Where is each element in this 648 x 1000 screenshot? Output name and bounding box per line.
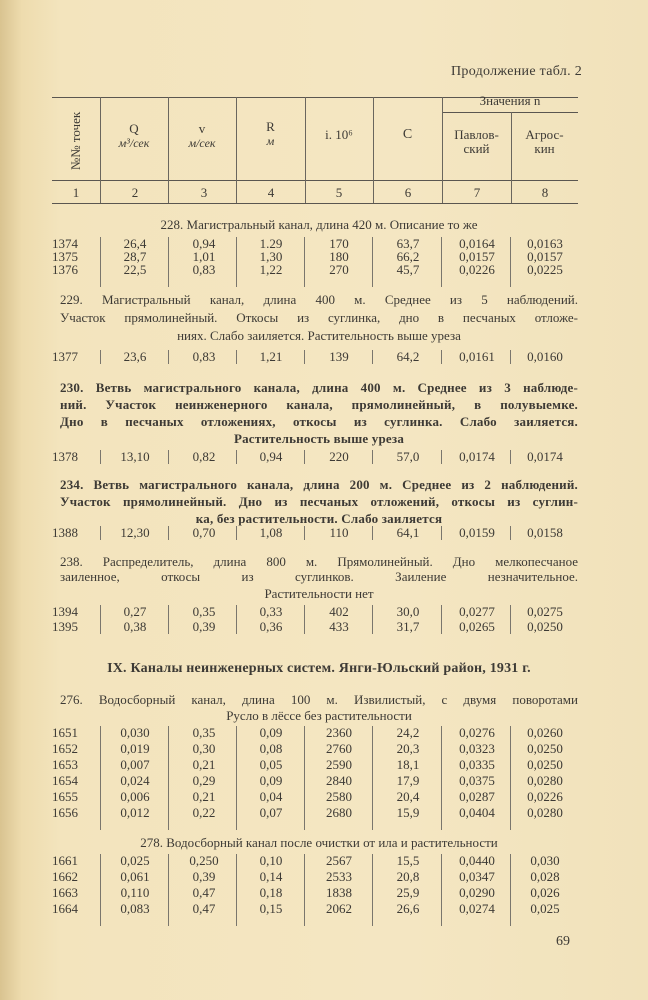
column-separator: [510, 350, 511, 364]
section-heading: IX. Каналы неинженерных систем. Янги-Юльский район, 1931 г.: [107, 661, 531, 676]
table-cell: 1651: [52, 725, 78, 740]
column-number: 7: [473, 185, 481, 200]
table-row: [52, 757, 578, 773]
table-cell: 2840: [326, 773, 352, 788]
table-cell: 0,0260: [527, 725, 563, 740]
table-cell: 1376: [52, 262, 78, 277]
table-cell: 1653: [52, 757, 78, 772]
table-cell: 0,083: [120, 901, 150, 916]
table-row: [52, 449, 578, 465]
table-cell: 0,21: [192, 757, 216, 772]
table-cell: 0,18: [259, 885, 283, 900]
column-separator: [100, 237, 101, 287]
table-cell: 0,30: [192, 741, 216, 756]
column-separator: [304, 854, 305, 926]
table-cell: 0,024: [120, 773, 150, 788]
column-separator: [441, 526, 442, 540]
table-cell: 20,3: [396, 741, 420, 756]
column-separator: [304, 726, 305, 830]
column-separator: [168, 605, 169, 634]
table-row: [52, 262, 578, 278]
table-cell: 0,29: [192, 773, 216, 788]
table-cell: 15,9: [396, 805, 420, 820]
table-cell: 0,006: [120, 789, 150, 804]
table-cell: 1378: [52, 449, 78, 464]
table-cell: 2580: [326, 789, 352, 804]
table-cell: 45,7: [396, 262, 420, 277]
table-cell: 1,22: [259, 262, 283, 277]
table-cell: 0,83: [192, 349, 216, 364]
block-description-line: Русло в лёссе без растительности: [226, 708, 412, 723]
table-cell: 1656: [52, 805, 78, 820]
table-cell: 0,0404: [459, 805, 495, 820]
column-separator: [441, 450, 442, 464]
table-cell: 0,0250: [527, 757, 563, 772]
header-q: [100, 122, 168, 150]
table-cell: 31,7: [396, 619, 420, 634]
block-description-line: Растительности нет: [264, 586, 374, 601]
table-row: [52, 773, 578, 789]
table-cell: 1,08: [259, 525, 283, 540]
table-row: [52, 741, 578, 757]
column-separator: [510, 605, 511, 634]
block-description-line: 276. Водосборный канал, длина 100 м. Извилистый, с двумя поворотами: [60, 692, 578, 707]
table-cell: 0,0164: [459, 236, 495, 251]
column-separator: [441, 726, 442, 830]
table-cell: 0,0335: [459, 757, 495, 772]
table-cell: 0,09: [259, 725, 283, 740]
block-description-line: 229. Магистральный канал, длина 400 м. Среднее из 5 наблюдений.: [60, 292, 578, 307]
table-cell: 22,5: [123, 262, 147, 277]
table-cell: 0,025: [120, 853, 150, 868]
column-separator: [372, 237, 373, 287]
table-cell: 0,07: [259, 805, 283, 820]
table-cell: 1664: [52, 901, 78, 916]
table-cell: 0,39: [192, 619, 216, 634]
table-cell: 0,0280: [527, 805, 563, 820]
block-description-line: заиленное, откосы из суглинков. Заиление незначительное.: [60, 569, 578, 584]
table-cell: 0,04: [259, 789, 283, 804]
table-cell: 0,0276: [459, 725, 495, 740]
block-description-line: 278. Водосборный канал после очистки от ила и растительности: [140, 835, 498, 850]
table-cell: 15,5: [396, 853, 420, 868]
table-cell: 0,38: [123, 619, 147, 634]
table-cell: 1652: [52, 741, 78, 756]
table-cell: 0,0280: [527, 773, 563, 788]
table-cell: 30,0: [396, 604, 420, 619]
table-cell: 63,7: [396, 236, 420, 251]
table-cell: 1661: [52, 853, 78, 868]
column-number: 2: [131, 185, 139, 200]
table-cell: 1.29: [259, 236, 283, 251]
table-cell: 0,025: [530, 901, 560, 916]
table-cell: 20,4: [396, 789, 420, 804]
table-cell: 13,10: [120, 449, 150, 464]
table-cell: 64,2: [396, 349, 420, 364]
table-cell: 0,10: [259, 853, 283, 868]
header-point-number-label: №№ точек: [68, 111, 83, 171]
table-cell: 0,0174: [527, 449, 563, 464]
table-row: [52, 789, 578, 805]
column-separator: [372, 350, 373, 364]
table-cell: 0,94: [192, 236, 216, 251]
header-mid-rule: [52, 180, 578, 181]
column-number: 8: [541, 185, 549, 200]
column-separator: [168, 450, 169, 464]
table-cell: 0,83: [192, 262, 216, 277]
table-continuation-note: Продолжение табл. 2: [451, 64, 582, 79]
table-cell: 1838: [326, 885, 352, 900]
table-cell: 1655: [52, 789, 78, 804]
table-cell: 0,0226: [459, 262, 495, 277]
table-cell: 0,0159: [459, 525, 495, 540]
table-cell: 170: [329, 236, 349, 251]
header-agroskin: [511, 128, 578, 156]
table-cell: 0,0226: [527, 789, 563, 804]
column-separator: [372, 526, 373, 540]
table-cell: 57,0: [396, 449, 420, 464]
table-cell: 18,1: [396, 757, 420, 772]
table-cell: 26,4: [123, 236, 147, 251]
column-separator: [304, 237, 305, 287]
table-cell: 2760: [326, 741, 352, 756]
table-cell: 24,2: [396, 725, 420, 740]
table-cell: 2533: [326, 869, 352, 884]
header-n-group: Значения n: [479, 93, 541, 108]
table-cell: 0,019: [120, 741, 150, 756]
table-cell: 0,0287: [459, 789, 495, 804]
column-separator: [510, 450, 511, 464]
column-number: 3: [200, 185, 208, 200]
column-separator: [100, 350, 101, 364]
header-pavlovsky-l2: ский: [463, 141, 490, 156]
header-v: [168, 122, 236, 150]
column-number: 1: [72, 185, 80, 200]
header-r-symbol: R: [266, 119, 275, 134]
column-separator: [304, 605, 305, 634]
table-cell: 270: [329, 262, 349, 277]
table-cell: 66,2: [396, 249, 420, 264]
table-cell: 0,15: [259, 901, 283, 916]
header-r: [236, 120, 305, 148]
column-separator: [441, 854, 442, 926]
table-cell: 433: [329, 619, 349, 634]
column-separator: [168, 350, 169, 364]
table-cell: 0,70: [192, 525, 216, 540]
table-cell: 0,0440: [459, 853, 495, 868]
table-cell: 2590: [326, 757, 352, 772]
table-cell: 1662: [52, 869, 78, 884]
table-cell: 2062: [326, 901, 352, 916]
table-cell: 1,21: [259, 349, 283, 364]
column-separator: [236, 450, 237, 464]
column-separator: [168, 237, 169, 287]
table-row: [52, 349, 578, 365]
header-r-unit: м: [266, 134, 275, 148]
column-separator: [510, 526, 511, 540]
header-c: C: [402, 127, 413, 142]
table-cell: 0,028: [530, 869, 560, 884]
block-description-line: 230. Ветвь магистрального канала, длина 400 м. Среднее из 3 наблюде-: [60, 380, 578, 395]
table-cell: 28,7: [123, 249, 147, 264]
table-cell: 1394: [52, 604, 78, 619]
column-separator: [304, 526, 305, 540]
column-number: 5: [335, 185, 343, 200]
table-cell: 0,21: [192, 789, 216, 804]
table-cell: 0,36: [259, 619, 283, 634]
column-separator: [100, 526, 101, 540]
table-cell: 0,012: [120, 805, 150, 820]
header-pavlovsky-l1: Павлов-: [454, 127, 499, 142]
table-cell: 0,0375: [459, 773, 495, 788]
header-q-symbol: Q: [129, 121, 139, 136]
column-number: 6: [404, 185, 412, 200]
column-separator: [441, 350, 442, 364]
block-description-line: 238. Распределитель, длина 800 м. Прямолинейный. Дно мелкопесчаное: [60, 554, 578, 569]
table-cell: 220: [329, 449, 349, 464]
header-bottom-rule: [52, 203, 578, 204]
table-cell: 0,0160: [527, 349, 563, 364]
table-cell: 0,110: [120, 885, 150, 900]
table-cell: 2567: [326, 853, 352, 868]
table-cell: 0,0174: [459, 449, 495, 464]
column-separator: [304, 350, 305, 364]
col-divider: [168, 97, 169, 203]
col-divider: [100, 97, 101, 203]
table-cell: 0,0277: [459, 604, 495, 619]
table-row: [52, 869, 578, 885]
table-cell: 17,9: [396, 773, 420, 788]
table-cell: 0,35: [192, 604, 216, 619]
table-cell: 0,47: [192, 901, 216, 916]
col-divider: [236, 97, 237, 203]
column-separator: [236, 237, 237, 287]
table-cell: 0,35: [192, 725, 216, 740]
table-cell: 0,14: [259, 869, 283, 884]
header-v-unit: м/сек: [188, 136, 216, 150]
column-separator: [100, 726, 101, 830]
table-row: [52, 901, 578, 917]
header-v-symbol: v: [198, 121, 206, 136]
header-point-number: [58, 100, 94, 182]
header-slope: i. 10⁶: [325, 127, 353, 142]
column-separator: [372, 450, 373, 464]
table-cell: 1,01: [192, 249, 216, 264]
table-cell: 12,30: [120, 525, 150, 540]
table-cell: 0,007: [120, 757, 150, 772]
table-cell: 0,09: [259, 773, 283, 788]
table-cell: 0,0265: [459, 619, 495, 634]
table-cell: 0,39: [192, 869, 216, 884]
block-description-line: Растительность выше уреза: [233, 431, 405, 446]
table-cell: 2680: [326, 805, 352, 820]
block-description-line: 234. Ветвь магистрального канала, длина 200 м. Среднее из 2 наблюдений.: [60, 477, 578, 492]
table-cell: 0,030: [530, 853, 560, 868]
table-cell: 0,030: [120, 725, 150, 740]
table-cell: 1,30: [259, 249, 283, 264]
block-description-line: ний. Участок неинженерного канала, прямолинейный, в полувыемке.: [60, 397, 578, 412]
column-separator: [236, 526, 237, 540]
table-cell: 402: [329, 604, 349, 619]
table-cell: 0,0158: [527, 525, 563, 540]
table-row: [52, 805, 578, 821]
column-separator: [304, 450, 305, 464]
table-cell: 139: [329, 349, 349, 364]
table-cell: 1654: [52, 773, 78, 788]
table-cell: 0,0225: [527, 262, 563, 277]
header-pavlovsky: [442, 128, 511, 156]
column-separator: [236, 726, 237, 830]
column-separator: [372, 726, 373, 830]
table-cell: 110: [329, 525, 349, 540]
header-q-unit: м³/сек: [118, 136, 150, 150]
column-separator: [168, 726, 169, 830]
table-cell: 0,0157: [527, 249, 563, 264]
table-cell: 0,026: [530, 885, 560, 900]
table-cell: 20,8: [396, 869, 420, 884]
col-divider: [373, 97, 374, 203]
header-agroskin-l1: Агрос-: [525, 127, 564, 142]
table-cell: 0,0274: [459, 901, 495, 916]
table-cell: 23,6: [123, 349, 147, 364]
table-cell: 180: [329, 249, 349, 264]
header-agroskin-l2: кин: [534, 141, 555, 156]
column-separator: [510, 237, 511, 287]
column-separator: [236, 854, 237, 926]
table-cell: 1377: [52, 349, 78, 364]
block-description-line: ниях. Слабо заиляется. Растительность выше уреза: [177, 328, 461, 343]
table-cell: 1395: [52, 619, 78, 634]
table-cell: 0,82: [192, 449, 216, 464]
table-cell: 0,0323: [459, 741, 495, 756]
column-separator: [372, 854, 373, 926]
table-cell: 0,33: [259, 604, 283, 619]
table-cell: 1388: [52, 525, 78, 540]
table-cell: 0,22: [192, 805, 216, 820]
table-row: [52, 525, 578, 541]
column-separator: [372, 605, 373, 634]
column-separator: [236, 350, 237, 364]
column-separator: [236, 605, 237, 634]
page-number: 69: [556, 934, 570, 949]
table-cell: 2360: [326, 725, 352, 740]
table-row: [52, 604, 578, 620]
table-cell: 0,0163: [527, 236, 563, 251]
table-cell: 0,250: [189, 853, 219, 868]
table-row: [52, 885, 578, 901]
block-description-line: Дно в песчаных отложениях, откосы из суглинка. Слабо заиляется.: [60, 414, 578, 429]
column-number: 4: [267, 185, 275, 200]
table-cell: 25,9: [396, 885, 420, 900]
table-row: [52, 725, 578, 741]
table-cell: 0,0347: [459, 869, 495, 884]
table-cell: 1663: [52, 885, 78, 900]
block-description-line: Участок прямолинейный. Откосы из суглинка, дно в песчаных отложе-: [60, 310, 578, 325]
table-row: [52, 853, 578, 869]
table-cell: 0,94: [259, 449, 283, 464]
column-separator: [100, 605, 101, 634]
table-row: [52, 619, 578, 635]
table-cell: 0,47: [192, 885, 216, 900]
column-separator: [168, 526, 169, 540]
table-cell: 0,0157: [459, 249, 495, 264]
table-cell: 1374: [52, 236, 78, 251]
column-separator: [510, 854, 511, 926]
table-cell: 0,05: [259, 757, 283, 772]
block-description-line: ка, без растительности. Слабо заиляется: [195, 511, 443, 526]
table-cell: 0,0290: [459, 885, 495, 900]
table-cell: 0,0275: [527, 604, 563, 619]
col-divider: [511, 112, 512, 203]
column-separator: [168, 854, 169, 926]
column-separator: [100, 854, 101, 926]
column-separator: [441, 237, 442, 287]
table-cell: 0,0161: [459, 349, 495, 364]
table-cell: 64,1: [396, 525, 420, 540]
col-divider: [305, 97, 306, 203]
block-description-line: 228. Магистральный канал, длина 420 м. Описание то же: [160, 217, 478, 232]
column-separator: [441, 605, 442, 634]
table-cell: 1375: [52, 249, 78, 264]
block-description-line: Участок прямолинейный. Дно из песчаных отложений, откосы из суглин-: [60, 494, 578, 509]
column-separator: [100, 450, 101, 464]
table-cell: 26,6: [396, 901, 420, 916]
table-cell: 0,0250: [527, 619, 563, 634]
table-cell: 0,08: [259, 741, 283, 756]
table-cell: 0,27: [123, 604, 147, 619]
table-cell: 0,0250: [527, 741, 563, 756]
table-cell: 0,061: [120, 869, 150, 884]
column-separator: [510, 726, 511, 830]
